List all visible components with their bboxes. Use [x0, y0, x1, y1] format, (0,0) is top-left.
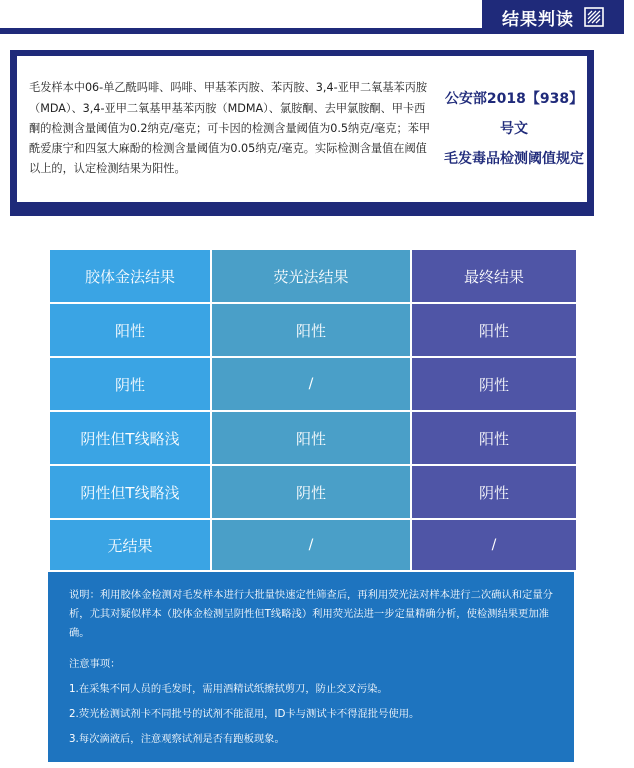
notice-text-box [17, 56, 441, 202]
table-cell: 阳性 [412, 412, 576, 464]
table-cell: 阴性但T线略浅 [50, 412, 210, 464]
header-fluorescence: 荧光法结果 [212, 250, 410, 302]
notes-attention-title: 注意事项： [69, 658, 121, 670]
notes-item: 1.在采集不同人员的毛发时，需用酒精试纸擦拭剪刀，防止交叉污染。 [69, 683, 388, 695]
header-final-result: 最终结果 [412, 250, 576, 302]
table-cell: 阴性 [212, 466, 410, 518]
table-cell: 阴性但T线略浅 [50, 466, 210, 518]
table-cell: 阴性 [50, 358, 210, 410]
regulation-title: 毛发毒品检测阈值规定 [444, 151, 584, 167]
regulation-number: 公安部2018【938】号文 [444, 91, 584, 137]
notes-item: 3.每次滴液后，注意观察试剂是否有跑板现象。 [69, 733, 285, 745]
table-cell: 阳性 [212, 412, 410, 464]
section-tag [482, 0, 624, 34]
table-cell: 无结果 [50, 520, 210, 570]
notice-side-title [441, 56, 587, 202]
notes-panel [48, 572, 574, 762]
striped-square-icon [584, 7, 604, 27]
table-cell: 阳性 [412, 304, 576, 356]
header-colloidal-gold: 胶体金法结果 [50, 250, 210, 302]
results-table [50, 250, 576, 570]
table-cell: / [212, 520, 410, 570]
notes-explanation: 说明：利用胶体金检测对毛发样本进行大批量快速定性筛查后，再利用荧光法对样本进行二次确认和定量分析，尤其对疑似样本（胶体金检测呈阴性但T线略浅）利用荧光法进一步定量精确分析，使检测结果更加准确。 [69, 589, 553, 639]
notice-text: 毛发样本中06-单乙酰吗啡、吗啡、甲基苯丙胺、苯丙胺、3,4-亚甲二氧基苯丙胺（MDA）、3,4-亚甲二氧基甲基苯丙胺（MDMA）、氯胺酮、去甲氯胺酮、甲卡西酮的检测含量阈值为0.2纳克/毫克；可卡因的检测含量阈值为0.5纳克/毫克；苯甲酰爱康宁和四氢大麻酚的检测含量阈值为0.05纳克/毫克。实际检测含量值在阈值以上的，认定检测结果为阳性。 [29, 81, 431, 176]
table-cell: 阴性 [412, 466, 576, 518]
notes-item: 2.荧光检测试剂卡不同批号的试剂不能混用，ID卡与测试卡不得混批号使用。 [69, 708, 420, 720]
table-cell: / [412, 520, 576, 570]
table-cell: 阳性 [50, 304, 210, 356]
table-cell: / [212, 358, 410, 410]
table-cell: 阴性 [412, 358, 576, 410]
header-rule [0, 28, 482, 34]
section-tag-label: 结果判读 [502, 9, 574, 30]
table-cell: 阳性 [212, 304, 410, 356]
